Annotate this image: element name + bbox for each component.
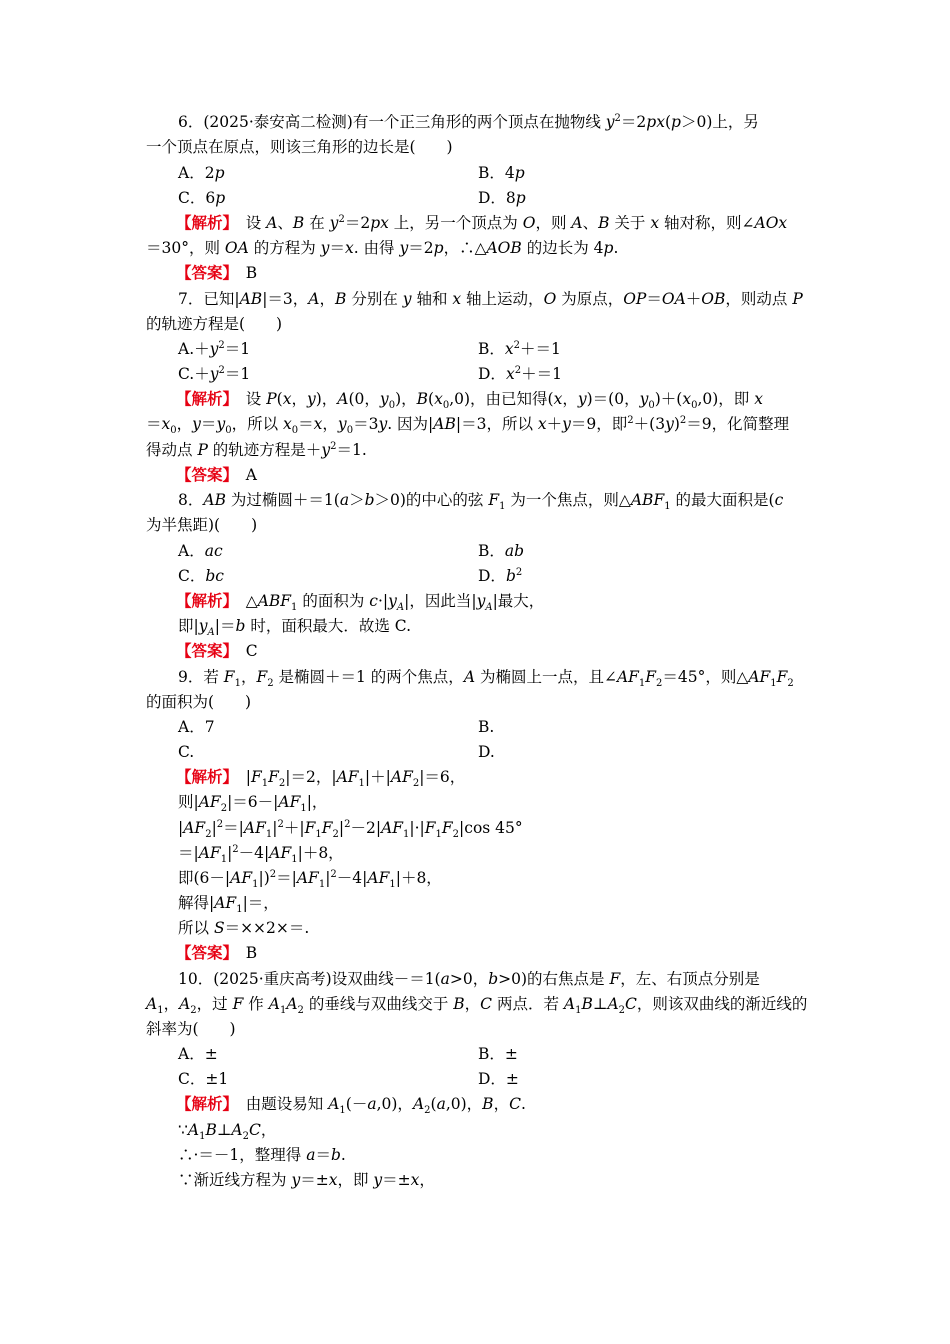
text-line: $=x_0$，$y=y_0$，所以 $x_0=x$，$y_0=3y$. 因为|AB|＝3，所以 x＋y＝9，即$^2+(3y)^2=9$，化简整理 — [146, 414, 790, 437]
text-line: 【解析】 设 A、B 在 $y^2=2px$ 上，另一个顶点为 O，则 A、B 关于 x 轴对称，则∠AOx — [176, 213, 788, 232]
text-line: 【解析】 设 P(x，y)，A(0，$y_0$)，$B(x_0,0)$，由已知得(x，y)＝(0，$y_0)+(x_0,0)$，即 x — [176, 390, 763, 412]
text-line: 7．已知|AB|＝3，A，B 分别在 y 轴和 x 轴上运动，O 为原点，OP＝OA＋OB，则动点 P — [178, 290, 803, 308]
text-line: $C.+y^2=1$ — [178, 364, 251, 383]
text-line: B．ab — [478, 542, 525, 560]
text-line: C．6p — [178, 189, 226, 207]
text-line: 则$|AF_2|=6-|AF_1|$， — [178, 793, 328, 815]
text-line: 的面积为( ) — [146, 693, 252, 711]
text-line: 的轨迹方程是( ) — [146, 315, 283, 333]
text-line: D. — [478, 743, 495, 761]
text-line: 8．AB 为过椭圆＋＝1(a＞b＞0)的中心的弦 $F_1$ 为一个焦点，则$\triangle ABF_1$ 的最大面积是(c — [178, 491, 784, 513]
text-line: ∴·＝－1，整理得 a＝b. — [178, 1146, 346, 1164]
text-line: B．4p — [478, 164, 525, 182]
text-line: $A_1$，$A_2$，过 F 作 $A_1A_2$ 的垂线与双曲线交于 B，C 两点．若 $A_1B\perp A_2C$，则该双曲线的渐近线的 — [146, 995, 808, 1017]
analysis-label: 【解析】 — [176, 768, 231, 786]
text-line: 9．若 $F_1$，$F_2$ 是椭圆＋＝1 的两个焦点，A 为椭圆上一点，且$\angle AF_1F_2=45^\circ$，则$\triangle AF_1F_2$ — [178, 668, 794, 690]
analysis-label: 【解析】 — [176, 1095, 231, 1113]
text-line: ＝30°，则 OA 的方程为 y＝x. 由得 y＝2p，∴△AOB 的边长为 4p. — [146, 239, 619, 257]
answer-label: 【答案】 — [176, 642, 231, 660]
text-line: 【答案】 B — [176, 264, 258, 282]
analysis-label: 【解析】 — [176, 214, 231, 232]
text-line: 【答案】 C — [176, 642, 258, 660]
text-line: 即$(6-|AF_1|)^2=|AF_1|^2-4|AF_1|+8$， — [178, 868, 442, 891]
text-line: B．± — [478, 1045, 518, 1063]
text-line: 斜率为( ) — [146, 1020, 236, 1038]
text-line: D．± — [478, 1070, 519, 1088]
text-line: 一个顶点在原点，则该三角形的边长是( ) — [146, 138, 453, 156]
text-line: A．2p — [178, 164, 225, 182]
text-line: $=|AF_1|^2-4|AF_1|+8$， — [178, 843, 344, 866]
text-line: $|AF_2|^2=|AF_1|^2+|F_1F_2|^2-2|AF_1|\cdot|F_1F_2|\cos$ 45° — [178, 818, 523, 841]
text-line: 所以 S＝××2×＝. — [178, 919, 310, 937]
text-line: A．± — [178, 1045, 218, 1063]
text-line: 【解析】 $|F_1F_2|=2$，$|AF_1|+|AF_2|=6$， — [176, 768, 466, 790]
answer-label: 【答案】 — [176, 466, 231, 484]
text-line: D．8p — [478, 189, 526, 207]
text-line: D．$b^2$ — [478, 566, 523, 585]
text-line: 6．(2025·泰安高二检测)有一个正三角形的两个顶点在抛物线 $y^2=2px(p>0)$上，另 — [178, 112, 759, 131]
text-line: C．bc — [178, 567, 224, 585]
analysis-label: 【解析】 — [176, 390, 231, 408]
answer-label: 【答案】 — [176, 944, 231, 962]
text-line: 得动点 P 的轨迹方程是$+y^2=1$. — [146, 440, 367, 459]
text-line: 10．(2025·重庆高考)设双曲线－＝1(a>0，b>0)的右焦点是 F，左、右顶点分别是 — [178, 970, 760, 988]
text-line: B．$x^2+=1$ — [478, 339, 561, 358]
text-line: 解得$|AF_1|=$， — [178, 894, 279, 916]
text-line: D．$x^2+=1$ — [478, 364, 562, 383]
text-line: 【答案】 B — [176, 944, 258, 962]
text-line: C．±1 — [178, 1070, 229, 1088]
analysis-label: 【解析】 — [176, 592, 231, 610]
text-line: 【解析】 $\triangle ABF_1$ 的面积为 $c\cdot|y_A|$，因此当$|y_A|$最大， — [176, 592, 545, 614]
text-line: B. — [478, 718, 495, 736]
text-line: A．ac — [178, 542, 223, 560]
text-line: A．7 — [178, 718, 215, 736]
answer-label: 【答案】 — [176, 264, 231, 282]
text-line: 【答案】 A — [176, 466, 257, 484]
text-line: 【解析】 由题设易知 $A_1(-a,0)$，$A_2(a,0)$，B，C. — [176, 1095, 526, 1117]
text-line: ∵渐近线方程为 y＝±x，即 y＝±x， — [178, 1171, 435, 1189]
text-line: 为半焦距)( ) — [146, 516, 258, 534]
text-line: C. — [178, 743, 195, 761]
text-line: $\because A_1B\perp A_2C$， — [178, 1121, 277, 1143]
text-line: 即$|y_A|=b$ 时，面积最大．故选 C. — [178, 617, 411, 639]
text-line: $A.+y^2=1$ — [178, 339, 251, 358]
